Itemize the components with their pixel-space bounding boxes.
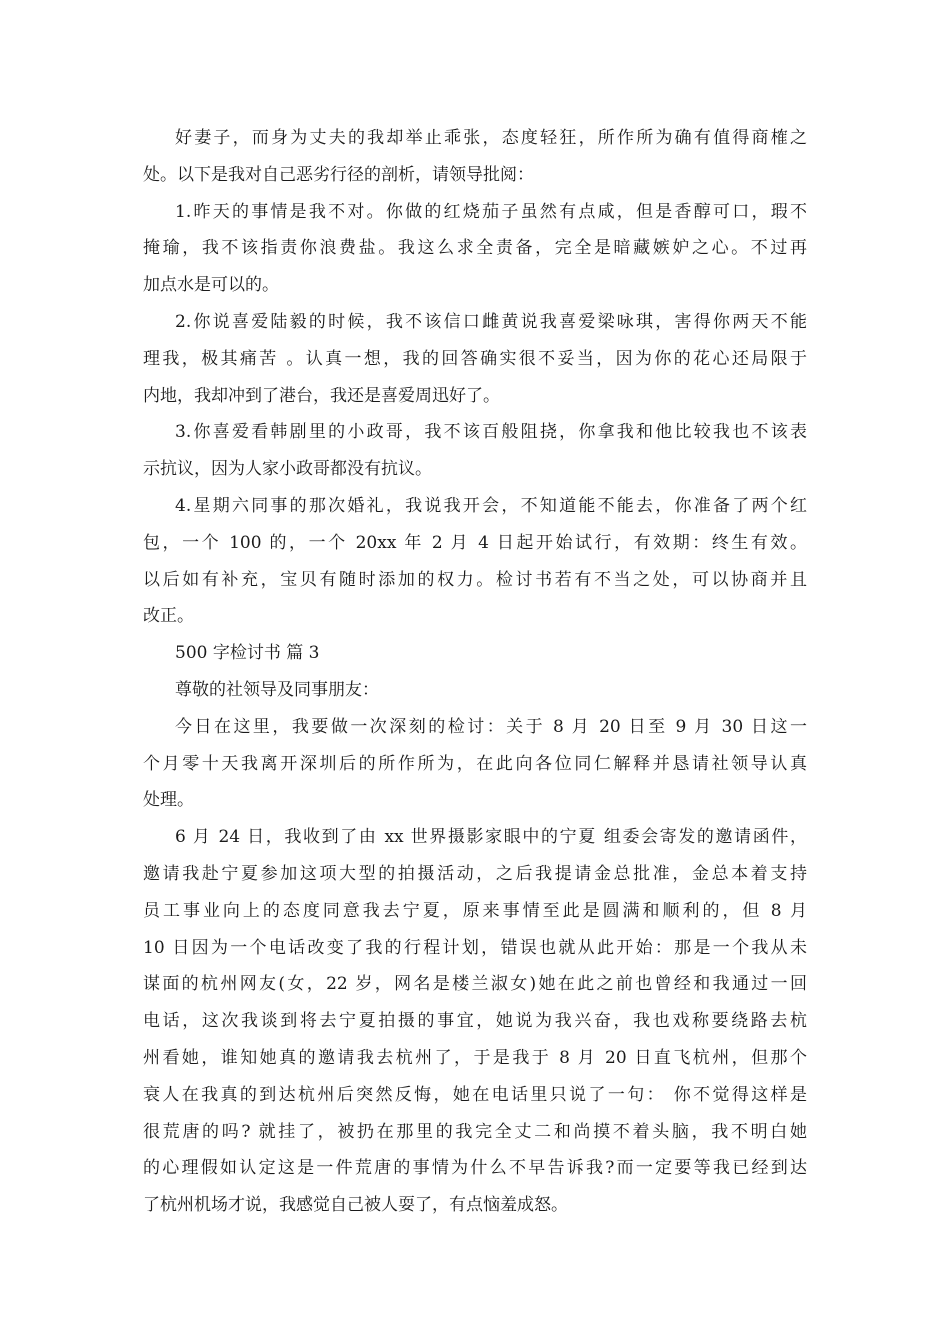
text-line: 加点水是可以的。: [143, 275, 279, 296]
text-line: 今日在这里，我要做一次深刻的检讨：关于 8 月 20 日至 9 月 30 日这一: [175, 716, 807, 737]
text-line: 谋面的杭州网友(女，22 岁，网名是楼兰淑女)她在此之前也曾经和我通过一回: [143, 974, 807, 995]
text-line: 尊敬的社领导及同事朋友：: [175, 679, 379, 700]
text-line: 理我，极其痛苦 。认真一想，我的回答确实很不妥当，因为你的花心还局限于: [143, 348, 807, 369]
text-line: 处理。: [143, 790, 194, 811]
text-line: 了杭州机场才说，我感觉自己被人耍了，有点恼羞成怒。: [143, 1195, 568, 1216]
text-line: 员工事业向上的态度同意我去宁夏，原来事情至此是圆满和顺利的，但 8 月: [143, 900, 807, 921]
text-line: 改正。: [143, 606, 194, 627]
text-line: 2.你说喜爱陆毅的时候，我不该信口雌黄说我喜爱梁咏琪，害得你两天不能: [175, 311, 807, 332]
text-line: 内地，我却冲到了港台，我还是喜爱周迅好了。: [143, 385, 500, 406]
document-page: [143, 120, 807, 1224]
text-line: 好妻子，而身为丈夫的我却举止乖张，态度轻狂，所作所为确有值得商榷之: [175, 128, 807, 148]
text-line: 6 月 24 日，我收到了由 xx 世界摄影家眼中的宁夏 组委会寄发的邀请函件，: [175, 827, 807, 848]
text-line: 很荒唐的吗? 就挂了，被扔在那里的我完全丈二和尚摸不着头脑，我不明白她: [143, 1121, 807, 1142]
text-line: 州看她，谁知她真的邀请我去杭州了，于是我于 8 月 20 日直飞杭州，但那个: [143, 1047, 807, 1068]
text-line: 的心理假如认定这是一件荒唐的事情为什么不早告诉我?而一定要等我已经到达: [143, 1158, 807, 1179]
text-line: 掩瑜，我不该指责你浪费盐。我这么求全责备，完全是暗藏嫉妒之心。不过再: [143, 238, 807, 259]
text-line: 个月零十天我离开深圳后的所作所为，在此向各位同仁解释并恳请社领导认真: [143, 753, 807, 774]
text-line: 包，一个 100 的，一个 20xx 年 2 月 4 日起开始试行，有效期：终生有效。: [143, 532, 807, 553]
text-line: 邀请我赴宁夏参加这项大型的拍摄活动，之后我提请金总批准，金总本着支持: [143, 863, 807, 884]
text-line: 1.昨天的事情是我不对。你做的红烧茄子虽然有点咸，但是香醇可口，瑕不: [175, 201, 807, 222]
text-line: 处。以下是我对自己恶劣行径的剖析，请领导批阅：: [143, 164, 534, 185]
text-line: 500 字检讨书 篇 3: [175, 643, 320, 664]
text-line: 电话，这次我谈到将去宁夏拍摄的事宜，她说为我兴奋，我也戏称要绕路去杭: [143, 1011, 807, 1032]
text-line: 3.你喜爱看韩剧里的小政哥，我不该百般阻挠，你拿我和他比较我也不该表: [175, 422, 807, 443]
text-line: 10 日因为一个电话改变了我的行程计划，错误也就从此开始：那是一个我从未: [143, 937, 807, 958]
text-line: 示抗议，因为人家小政哥都没有抗议。: [143, 459, 432, 480]
text-line: 4.星期六同事的那次婚礼，我说我开会，不知道能不能去，你准备了两个红: [175, 495, 807, 516]
text-line: 以后如有补充，宝贝有随时添加的权力。检讨书若有不当之处，可以协商并且: [143, 569, 807, 590]
text-line: 衰人在我真的到达杭州后突然反悔，她在电话里只说了一句： 你不觉得这样是: [143, 1084, 807, 1105]
